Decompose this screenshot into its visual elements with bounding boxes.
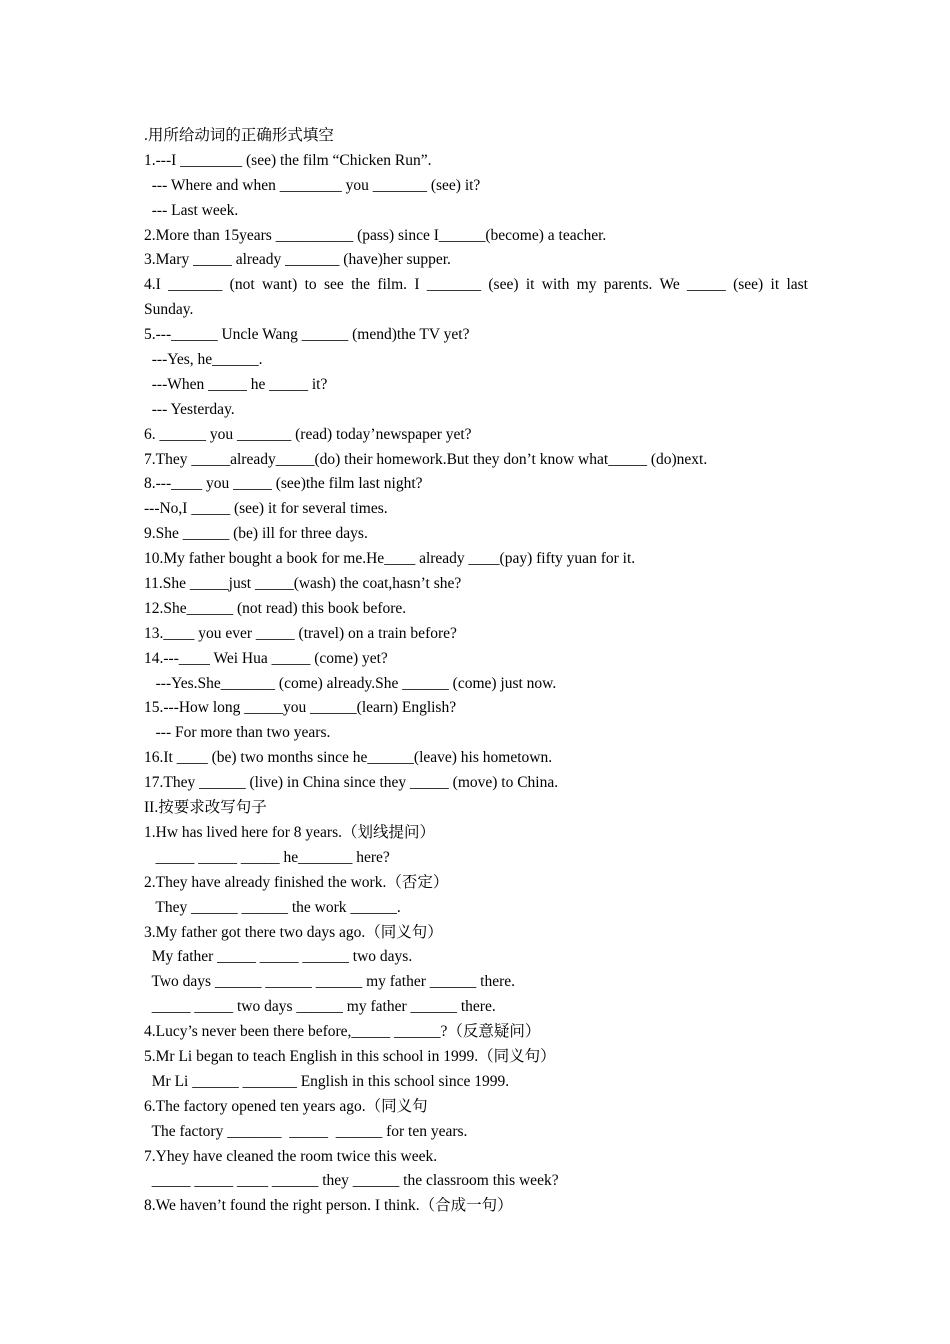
- text-line: 16.It ____ (be) two months since he______(leave) his hometown.: [144, 749, 553, 767]
- text-line: _____ _____ two days ______ my father ______ there.: [144, 998, 496, 1016]
- exercise-text: [144, 124, 808, 1219]
- text-line: --- Where and when ________ you _______ (see) it?: [144, 176, 481, 194]
- text-line: 7.Yhey have cleaned the room twice this week.: [144, 1147, 438, 1165]
- text-line: 10.My father bought a book for me.He____ already ____(pay) fifty yuan for it.: [144, 550, 636, 568]
- text-line: Sunday.: [144, 301, 194, 319]
- text-line: Mr Li ______ _______ English in this school since 1999.: [144, 1072, 510, 1090]
- text-line: 7.They _____already_____(do) their homework.But they don’t know what_____ (do)next.: [144, 450, 708, 468]
- text-line: 5.Mr Li began to teach English in this school in 1999.（同义句）: [144, 1047, 556, 1065]
- text-line: 14.---____ Wei Hua _____ (come) yet?: [144, 649, 388, 667]
- text-line: 3.My father got there two days ago.（同义句）: [144, 923, 443, 941]
- text-line: ---Yes, he______.: [144, 351, 263, 369]
- text-line: 2.They have already finished the work.（否定）: [144, 873, 449, 891]
- text-line: 3.Mary _____ already _______ (have)her supper.: [144, 251, 451, 269]
- text-line: 6. ______ you _______ (read) today’newspaper yet?: [144, 425, 472, 443]
- text-line: My father _____ _____ ______ two days.: [144, 948, 413, 966]
- text-line: --- Last week.: [144, 201, 239, 219]
- text-line: 12.She______ (not read) this book before.: [144, 599, 407, 617]
- text-line: --- For more than two years.: [144, 724, 331, 742]
- text-line: 15.---How long _____you ______(learn) English?: [144, 699, 457, 717]
- text-line: 8.---____ you _____ (see)the film last night?: [144, 475, 423, 493]
- text-line: 17.They ______ (live) in China since they _____ (move) to China.: [144, 774, 559, 792]
- text-line: _____ _____ _____ he_______ here?: [144, 848, 390, 866]
- text-line: 9.She ______ (be) ill for three days.: [144, 525, 368, 543]
- text-line: 4.Lucy’s never been there before,_____ ______?（反意疑问）: [144, 1023, 541, 1041]
- text-line: The factory _______ _____ ______ for ten years.: [144, 1122, 468, 1140]
- text-line: 13.____ you ever _____ (travel) on a train before?: [144, 624, 457, 642]
- text-line: 6.The factory opened ten years ago.（同义句: [144, 1097, 428, 1115]
- text-line: 1.Hw has lived here for 8 years.（划线提问）: [144, 823, 435, 841]
- text-line: --- Yesterday.: [144, 400, 235, 418]
- text-line: II.按要求改写句子: [144, 799, 267, 817]
- text-line: _____ _____ ____ ______ they ______ the classroom this week?: [144, 1172, 559, 1190]
- text-line: 1.---I ________ (see) the film “Chicken Run”.: [144, 151, 432, 169]
- text-line: 8.We haven’t found the right person. I think.（合成一句）: [144, 1197, 513, 1215]
- text-line: ---No,I _____ (see) it for several times.: [144, 500, 388, 518]
- text-line: ---When _____ he _____ it?: [144, 375, 328, 393]
- text-line: 2.More than 15years __________ (pass) since I______(become) a teacher.: [144, 226, 607, 244]
- text-line: 5.---______ Uncle Wang ______ (mend)the TV yet?: [144, 326, 470, 344]
- text-line: 4.I _______ (not want) to see the film. I _______ (see) it with my parents. We _____ (see) it last: [144, 276, 808, 294]
- text-line: ---Yes.She_______ (come) already.She ______ (come) just now.: [144, 674, 557, 692]
- text-line: 11.She _____just _____(wash) the coat,hasn’t she?: [144, 575, 462, 593]
- text-line: .用所给动词的正确形式填空: [144, 127, 334, 144]
- text-line: They ______ ______ the work ______.: [144, 898, 401, 916]
- text-line: Two days ______ ______ ______ my father ______ there.: [144, 973, 516, 991]
